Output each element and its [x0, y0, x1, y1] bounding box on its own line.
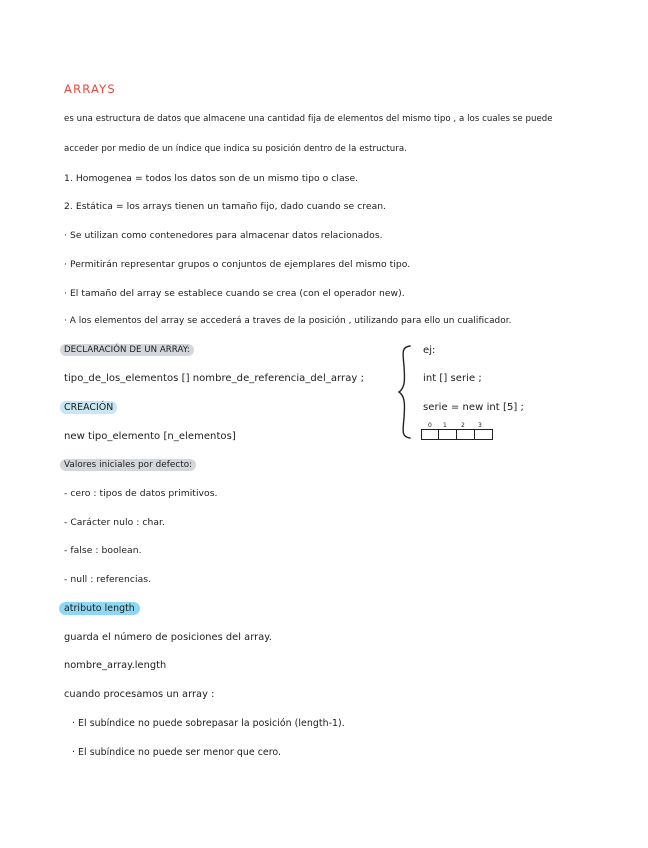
bullet-tamano: · El tamaño del array se establece cuando se crea (con el operador new). — [64, 288, 405, 299]
declaration-heading: DECLARACIÓN DE UN ARRAY: — [60, 344, 194, 356]
curly-brace-icon — [395, 344, 415, 440]
point-estatica: 2. Estática = los arrays tienen un tamaño fijo, dado cuando se crean. — [64, 201, 387, 212]
length-syntax: nombre_array.length — [64, 660, 167, 671]
point-homogenea: 1. Homogenea = todos los datos son de un mismo tipo o clase. — [64, 173, 359, 184]
default-boolean: - false : boolean. — [64, 545, 142, 556]
default-cero: - cero : tipos de datos primitivos. — [64, 488, 218, 499]
array-index-2: 2 — [461, 422, 465, 429]
bullet-acceso: · A los elementos del array se accederá a traves de la posición , utilizando para ello un cualificador. — [64, 316, 512, 326]
example-label: ej: — [423, 345, 436, 356]
array-cell-divider — [438, 429, 439, 440]
rule-min-index: · El subíndice no puede ser menor que cero. — [72, 747, 282, 758]
intro-line-2: acceder por medio de un índice que indica su posición dentro de la estructura. — [64, 144, 407, 154]
array-index-3: 3 — [478, 422, 482, 429]
length-heading: atributo length — [59, 602, 140, 615]
page-title: ARRAYS — [64, 82, 116, 96]
rule-max-index: · El subíndice no puede sobrepasar la posición (length-1). — [72, 718, 345, 729]
declaration-syntax: tipo_de_los_elementos [] nombre_de_referencia_del_array ; — [64, 373, 364, 384]
array-cell-divider — [474, 429, 475, 440]
bullet-grupos: · Permitirán representar grupos o conjuntos de ejemplares del mismo tipo. — [64, 259, 411, 270]
creation-syntax: new tipo_elemento [n_elementos] — [64, 431, 236, 442]
creation-heading: CREACIÓN — [60, 401, 117, 414]
array-index-1: 1 — [443, 422, 447, 429]
array-index-0: 0 — [428, 422, 432, 429]
bullet-contenedores: · Se utilizan como contenedores para almacenar datos relacionados. — [64, 230, 383, 241]
default-null: - null : referencias. — [64, 574, 152, 585]
example-declaration: int [] serie ; — [423, 373, 482, 384]
processing-heading: cuando procesamos un array : — [64, 689, 215, 700]
length-description: guarda el número de posiciones del array. — [64, 632, 272, 643]
intro-line-1: es una estructura de datos que almacene una cantidad fija de elementos del mismo tipo , a los cuales se puede — [64, 114, 553, 124]
array-cell-divider — [456, 429, 457, 440]
example-creation: serie = new int [5] ; — [423, 402, 524, 413]
defaults-heading: Valores iniciales por defecto: — [60, 459, 196, 471]
default-char: - Carácter nulo : char. — [64, 517, 165, 528]
